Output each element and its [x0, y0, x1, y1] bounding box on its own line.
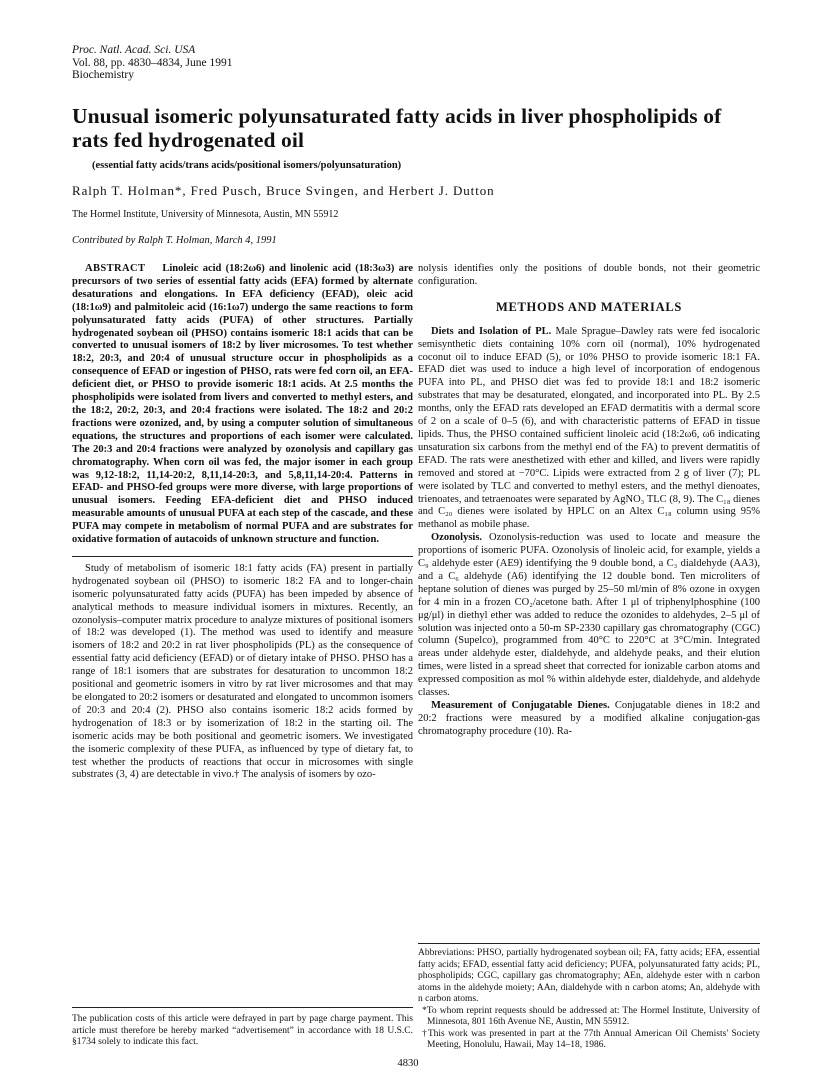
intro-continued: nolysis identifies only the positions of double bonds, not their geometric configuration. [418, 263, 760, 287]
subhead-ozonolysis: Ozonolysis. [431, 532, 483, 544]
contributed-by: Contributed by Ralph T. Holman, March 4, 1991 [72, 235, 277, 246]
methods-conjugatable-paragraph [418, 700, 760, 739]
keywords: (essential fatty acids/trans acids/positional isomers/polyunsaturation) [92, 160, 402, 171]
presentation-footnote: †This work was presented in part at the 77th Annual American Oil Chemists' Society Meeting, Honolulu, Hawaii, May 14–18, 1986. [422, 1028, 760, 1050]
right-column [418, 263, 760, 739]
subhead-conjugatable: Measurement of Conjugatable Dienes. [431, 700, 610, 711]
abbreviations-divider [418, 943, 760, 944]
section-heading-methods: METHODS AND MATERIALS [495, 299, 683, 314]
journal-section: Biochemistry [72, 69, 134, 81]
publication-cost-text: The publication costs of this article were defrayed in part by page charge payment. This article must therefore be hereby marked “advertisement” in accordance with 18 U.S.C. §1734 solely to indicate this fact. [72, 1014, 413, 1047]
abstract-text: Linoleic acid (18:2ω6) and linolenic acid (18:3ω3) are precursors of two series of essential fatty acids (EFA) formed by alternate desaturations and elongations. In EFA deficiency (EFAD), oleic acid (18:1ω9) and palmitoleic acid (16:1ω7) undergo the same reactions to form polyunsaturated fatty acids (PUFA) of other structures. Partially hydrogenated soybean oil (PHSO) contains isomeric 18:1 acids that can be converted to unusual isomers of 18:2 by liver microsomes. To test whether 18:2, 20:3, and 20:4 of unusual structure occur in phospholipids as a consequence of EFAD or ingestion of PHSO, rats were fed corn oil, an EFA-deficient diet, or PHSO to provide isomeric 18:1 acids. At 2.5 months the phospholipids were isolated from livers and converted to methyl esters, and the 18:2, 20:2, 20:3, and 20:4 fractions were isolated. The 18:2 and 20:2 fractions were ozonized, and, by using a computer solution of simultaneous equations, the structures and proportions of each isomer were calculated. The 20:3 and 20:4 fractions were analyzed by ozonolysis and capillary gas chromatography. When corn oil was fed, the major isomer in each group was 9,12-18:2, 11,14-20:2, 8,11,14-20:3, and 5,8,11,14-20:4. Patterns in EFAD- and PHSO-fed groups were more diverse, with large proportions of unusual isomers. Feeding EFA-deficient diet and PHSO induced measurable amounts of unusual PUFA at each step of the cascade, and these PUFA may compete in metabolism of normal PUFA and are substrates for oxidative formation of autacoids of unknown structure and function. [72, 263, 414, 546]
abstract-divider [72, 556, 413, 557]
intro-paragraph: Study of metabolism of isomeric 18:1 fatty acids (FA) present in partially hydrogenated soybean oil (PHSO) to isomeric 18:2 FA and to longer-chain isomeric polyunsaturated fatty acids (PUFA) has been impeded by absence of analytical methods to measure individual isomers in mixtures. Recently, an ozonolysis–computer matrix procedure to analyze mixtures of positional isomers of 18:2 was developed (1). The method was used to identify and measure isomers of 18:2 and 20:2 in rat liver phospholipids (PL) as the consequence of essential fatty acid deficiency (EFAD) or of dietary intake of PHSO. PHSO has a range of 18:1 isomers that are substrates for desaturation to uncommon 18:2 positional and geometric isomers in vitro by rat liver microsomes and that may be elongated to 20:2 isomers or desaturated and elongated to uncommon isomers of 20:3 and 20:4 (2). PHSO also contains isomeric 18:2 acids formed by hydrogenation of 18:3 or by isomerization of 18:2 in the starting oil. The isomeric acids may be both positional and geometric isomers. We investigated the isomeric complexity of these PUFA, as influenced by type of dietary fat, to test whether the products of reactions that occur in microsomes with single substrates (3, 4) are detectable in vivo.† The analysis of isomers by ozo- [72, 562, 413, 781]
publication-cost-note [72, 1007, 413, 1049]
left-column [72, 263, 413, 782]
diets-text: Male Sprague–Dawley rats were fed isocaloric semisynthetic diets containing 10% corn oil (normal), 10% hydrogenated coconut oil to induce EFAD (5), or 10% PHSO to provide isomeric 18:1 FA. EFAD diet was used to induce a high level of incorporation of endogenous PUFA into PL, and PHSO diet was fed to provide 18:1 and 18:2 isomeric substrates that may be desaturated, elongated, and incorporated into PL. By 2.5 months, only the EFAD rats developed an EFAD dermatitis with a dermal score of 2 on a scale of 0–5 (6), and with characteristic patterns of EFAD in tissue lipids. Thus, the PHSO contained sufficient linoleic acid (18:2ω6, ω6 indicating unsaturation six carbons from the methyl end of the FA) to prevent dermatitis of EFAD. The rats were anesthetized with ether and killed, and livers were rapidly removed and stored at −70°C. Lipids were extracted from 2 g of liver (7); PL were isolated by TLC and converted to methyl esters, and the methyl dienoates, trienoates, and tetraenoates were separated by AgNO₃ TLC (8, 9). The C₁₈ dienes and C₂₀ dienes were isolated by HPLC on an Altex C₁₈ column using 95% methanol as mobile phase. [418, 325, 761, 531]
abstract [72, 263, 413, 547]
article-title: Unusual isomeric polyunsaturated fatty acids in liver phospholipids of rats fed hydrogenated oil [72, 104, 722, 152]
footnote-divider [72, 1007, 413, 1008]
journal-volume: Vol. 88, pp. 4830–4834, June 1991 [72, 56, 233, 69]
affiliation: The Hormel Institute, University of Minnesota, Austin, MN 55912 [72, 209, 339, 220]
page-number: 4830 [397, 1058, 419, 1069]
methods-ozonolysis-paragraph [418, 532, 760, 700]
conjugatable-text: Conjugatable dienes in 18:2 and 20:2 fractions were measured by a modified alkaline conjugation-gas chromatography procedure (10). Ra- [418, 700, 761, 737]
author-list: Ralph T. Holman*, Fred Pusch, Bruce Svingen, and Herbert J. Dutton [72, 183, 495, 198]
footnotes [418, 943, 760, 1052]
methods-diets-paragraph [418, 326, 760, 533]
subhead-diets: Diets and Isolation of PL. [431, 325, 552, 337]
abbreviations: Abbreviations: PHSO, partially hydrogenated soybean oil; FA, fatty acids; EFA, essential fatty acids; EFAD, essential fatty acid deficiency; PUFA, polyunsaturated fatty acids; PL, phospholipids; CGC, capillary gas chromatography; AEn, aldehyde ester with n carbon atoms in the aldehyde moiety; AAn, dialdehyde with n carbon atoms; An, aldehyde with n carbon atoms. [418, 948, 760, 1004]
abstract-label: ABSTRACT [85, 263, 146, 274]
ozonolysis-text: Ozonolysis-reduction was used to locate and measure the proportions of isomeric PUFA. Ozonolysis of linoleic acid, for example, yields a C₉ aldehyde ester (AE9) identifying the 9 double bond, a C₃ dialdehyde (AA3), and a C₆ aldehyde (A6) identifying the 12 double bond. Ten microliters of heptane solution of dienes was purged by 25–50 ml/min of 8% ozone in oxygen for 4 min in a frozen CO₂/acetone bath. After 1 μl of triphenylphosphine (100 μg/μl) in diethyl ether was added to reduce the ozonides to aldehydes, 2–5 μl of solution was injected onto a 50-m SP-2330 capillary gas chromatography (CGC) column (Supelco), programmed from 40°C to 220°C at 3°C/min. Integrated areas under aldehyde ester, dialdehyde, and aldehyde peaks, and their elution times, were listed in a spread sheet that corrected for ionizable carbon atoms and expressed composition as mol % within aldehyde ester, dialdehyde, and aldehyde classes. [418, 532, 760, 699]
journal-citation: Proc. Natl. Acad. Sci. USA [72, 44, 196, 56]
journal-header [72, 44, 232, 82]
reprint-footnote: *To whom reprint requests should be addressed at: The Hormel Institute, University of Minnesota, 801 16th Avenue NE, Austin, MN 55912. [422, 1005, 760, 1027]
